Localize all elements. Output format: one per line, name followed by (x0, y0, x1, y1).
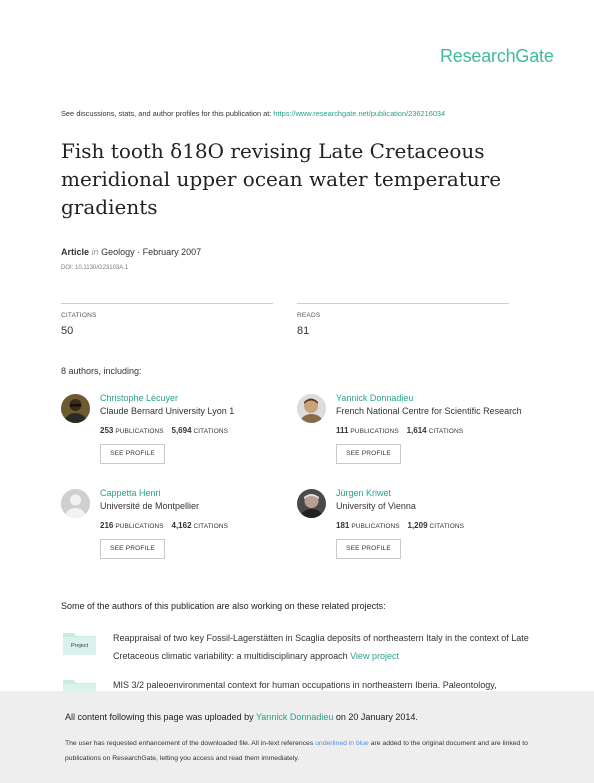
citations-count: 5,694 (171, 426, 192, 435)
see-profile-button[interactable]: SEE PROFILE (336, 539, 401, 559)
citations-label: CITATIONS (428, 428, 464, 435)
publications-label: PUBLICATIONS (350, 428, 399, 435)
author-stats (100, 426, 228, 435)
author-institution: Université de Montpellier (100, 501, 200, 511)
author-name[interactable]: Yannick Donnadieu (336, 393, 414, 403)
author-stats (336, 426, 463, 435)
project-folder-icon (62, 630, 97, 656)
publications-count: 253 (100, 426, 114, 435)
enhancement-text-b: are added to the original document and are linked to publications on ResearchGate, letting you access and read them immediately. (65, 740, 528, 762)
publications-count: 111 (336, 426, 349, 435)
author-card (297, 489, 547, 569)
uploader-link[interactable]: Yannick Donnadieu (255, 712, 334, 722)
publications-label: PUBLICATIONS (115, 523, 164, 530)
see-profile-button[interactable]: SEE PROFILE (100, 444, 165, 464)
avatar[interactable] (297, 489, 326, 518)
project-text: MIS 3/2 paleoenvironmental context for human occupations in northeastern Iberia. Paleontology, (113, 680, 497, 690)
citations-label: CITATIONS (193, 523, 229, 530)
journal-date: Geology · February 2007 (101, 247, 202, 257)
author-name[interactable]: Christophe Lécuyer (100, 393, 179, 403)
view-project-link[interactable]: View project (350, 650, 399, 661)
citations-divider (61, 303, 273, 304)
related-projects-heading: Some of the authors of this publication are also working on these related projects: (61, 601, 386, 611)
enhancement-notice (65, 736, 545, 766)
underlined-blue-text: underlined in blue (315, 740, 369, 747)
author-name[interactable]: Cappetta Henri (100, 488, 161, 498)
citations-count: 1,614 (406, 426, 427, 435)
see-profile-button[interactable]: SEE PROFILE (100, 539, 165, 559)
researchgate-logo[interactable]: ResearchGate (440, 46, 554, 66)
author-institution: French National Centre for Scientific Research (336, 406, 522, 416)
citations-count: 4,162 (171, 521, 192, 530)
publication-title: Fish tooth δ18O revising Late Cretaceous meridional upper ocean water temperature gradients (61, 139, 502, 219)
upload-prefix: All content following this page was uploaded by (65, 712, 256, 722)
avatar[interactable] (297, 394, 326, 423)
upload-suffix: on 20 January 2014. (333, 712, 418, 722)
project-description (113, 630, 533, 665)
reads-value: 81 (297, 325, 310, 337)
reads-divider (297, 303, 509, 304)
publication-url-link[interactable]: https://www.researchgate.net/publication/236216034 (273, 109, 446, 118)
citations-count: 1,209 (407, 521, 428, 530)
publications-label: PUBLICATIONS (351, 523, 400, 530)
footer (0, 691, 594, 783)
citations-value: 50 (61, 325, 74, 337)
reads-label: READS (297, 312, 321, 319)
discussion-text: See discussions, stats, and author profiles for this publication at: (61, 109, 274, 118)
discussion-line (61, 109, 445, 118)
article-type: Article (61, 247, 90, 257)
doi: DOI: 10.1130/G23103A.1 (61, 265, 129, 271)
author-institution: University of Vienna (336, 501, 416, 511)
in-label: in (91, 247, 99, 257)
enhancement-text-a: The user has requested enhancement of the downloaded file. All in-text references (65, 740, 316, 747)
upload-notice (65, 712, 418, 722)
project-text: Reappraisal of two key Fossil-Lagerstätten in Scaglia deposits of northeastern Italy in the context of Late Cretaceous climatic variability: a multidisciplinary approach (113, 633, 529, 661)
author-stats (336, 521, 464, 530)
citations-label: CITATIONS (193, 428, 229, 435)
avatar[interactable] (61, 394, 90, 423)
author-card (61, 489, 311, 569)
project-folder-label: Project (71, 643, 89, 649)
publications-count: 181 (336, 521, 350, 530)
publications-count: 216 (100, 521, 114, 530)
publications-label: PUBLICATIONS (115, 428, 164, 435)
see-profile-button[interactable]: SEE PROFILE (336, 444, 401, 464)
avatar-placeholder-icon[interactable] (61, 489, 90, 518)
author-institution: Claude Bernard University Lyon 1 (100, 406, 235, 416)
citations-label: CITATIONS (61, 312, 97, 319)
author-card (297, 394, 547, 474)
authors-heading: 8 authors, including: (61, 366, 142, 376)
author-card (61, 394, 311, 474)
citations-label: CITATIONS (429, 523, 465, 530)
publication-meta (61, 247, 201, 257)
author-stats (100, 521, 228, 530)
author-name[interactable]: Jürgen Kriwet (336, 488, 392, 498)
